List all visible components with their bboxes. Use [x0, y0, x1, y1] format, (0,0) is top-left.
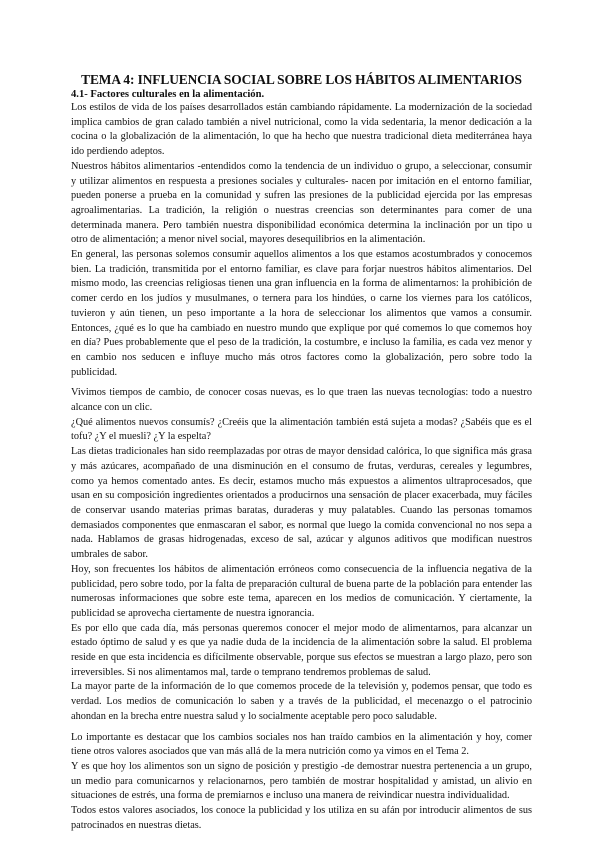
- paragraph-television: La mayor parte de la información de lo que comemos procede de la televisión y, podemos pensar, que todo es verdad. Los medios de comunicación lo saben y a través de la publicidad, el mecenazgo o el patrocinio ahondan en la brecha entre nuestra salud y lo socialmente aceptable pero poco saludable.: [71, 681, 532, 722]
- paragraph-health-incidence: Es por ello que cada día, más personas queremos conocer el mejor modo de alimentarnos, para alcanzar un estado óptimo de salud y es que ya nadie duda de la incidencia de la alimentación sobre la salud. El problema reside en que esta incidencia es difícilmente observable, porque sus efectos se muestran a largo plazo, pero son irreversibles. Si nos alimentamos mal, tarde o temprano tendremos problemas de salud.: [71, 622, 532, 678]
- paragraph-traditional-diets: Las dietas tradicionales han sido reemplazadas por otras de mayor densidad calórica, lo que significa más grasa y más azúcares, acompañado de una disminución en el consumo de frutas, verduras, cereales y legumbres, como ya hemos comentado antes. Es decir, estamos mucho más expuestos a alimentos ultraprocesados, que usan en su composición ingredientes orientados a producirnos una sensación de placer exacerbada, muy fáciles de conservar usando materias primas baratas, duraderas y muy palatables. Cuando las personas tomamos demasiados componentes que enmascaran el sabor, es normal que luego la comida convencional no nos sepa a nada. Hablamos de grasas hidrogenadas, exceso de sal, azúcar y algunos aditivos que modifican nuestros umbrales de sabor.: [71, 446, 532, 561]
- paragraph-associated-values: Todos estos valores asociados, los conoce la publicidad y los utiliza en su afán por introducir alimentos de sus patrocinados en nuestras dietas.: [71, 805, 532, 831]
- paragraph-advertising-influence: Hoy, son frecuentes los hábitos de alimentación erróneos como consecuencia de la influencia negativa de la publicidad, pero sobre todo, por la falta de preparación cultural de buena parte de la población para entender las numerosas informaciones que sobre este tema, aparecen en los medios de comunicación. Y ciertamente, la publicidad se aprovecha ciertamente de nuestra ignorancia.: [71, 563, 532, 619]
- paragraph-tradition-religion: En general, las personas solemos consumir aquellos alimentos a los que estamos acostumbrados y conocemos bien. La tradición, transmitida por el entorno familiar, es clave para forjar nuestros hábitos alimentarios. Del mismo modo, las creencias religiosas tienen una gran influencia en la forma de alimentarnos: la prohibición de comer cerdo en los judíos y musulmanes, o ternera para los hindúes, o carne los viernes para los católicos, tuvieron y aún tienen, un peso importante a la hora de seleccionar los alimentos que vamos a consumir. Entonces, ¿qué es lo que ha cambiado en nuestro mundo que explique por qué comemos lo que comemos hoy en día? Pues probablemente que el peso de la tradición, la costumbre, e incluso la familia, es cada vez menor y en cambio nos seducen e influye mucho más otros factores como la globalización, pero sobre todo la publicidad.: [71, 249, 532, 378]
- paragraph-social-changes: Lo importante es destacar que los cambios sociales nos han traído cambios en la alimentación y hoy, comer tiene otros valores asociados que van más allá de la mera nutrición como ya vimos en el Tema 2.: [71, 731, 532, 758]
- paragraph-questions: ¿Qué alimentos nuevos consumís? ¿Creéis que la alimentación también está sujeta a modas? ¿Sabéis que es el tofu? ¿Y el muesli? ¿Y la espelta?: [71, 416, 532, 443]
- paragraph-food-as-status: Y es que hoy los alimentos son un signo de posición y prestigio -de demostrar nuestra pertenencia a un grupo, un medio para comunicarnos y relacionarnos, pero también de mostrar hospitalidad y amistad, un alivio en situaciones de estrés, una forma de premiarnos e incluso una manera de reivindicar nuestra individualidad.: [71, 760, 532, 802]
- paragraph-eating-habits: Nuestros hábitos alimentarios -entendidos como la tendencia de un individuo o grupo, a seleccionar, consumir y utilizar alimentos en respuesta a presiones sociales y culturales- nacen por imitación en el entorno familiar, pueden ponerse a prueba en la comunidad y sufren las presiones de la publicidad ejercida por las empresas agroalimentarias. La tradición, la religión o nuestras creencias son determinantes para comer de una determinada manera. Pero también nuestra disponibilidad económica determina la inclinación por un tipo u otro de alimentación; a menor nivel social, mayores desequilibrios en la alimentación.: [71, 160, 532, 246]
- paragraph-times-of-change: Vivimos tiempos de cambio, de conocer cosas nuevas, es lo que traen las nuevas tecnologías: todo a nuestro alcance con un clic.: [71, 387, 532, 414]
- section-heading: 4.1- Factores culturales en la alimentación.: [71, 89, 265, 100]
- paragraph-lifestyles: Los estilos de vida de los países desarrollados están cambiando rápidamente. La modernización de la sociedad implica cambios de gran calado también a nivel nutricional, como la vida sedentaria, la menor dedicación a la cocina o la globalización de la alimentación, lo que ha hecho que nuestra tradicional dieta mediterránea haya ido perdiendo adeptos.: [71, 102, 532, 158]
- document-title: TEMA 4: INFLUENCIA SOCIAL SOBRE LOS HÁBITOS ALIMENTARIOS: [81, 72, 522, 87]
- document-page: [71, 71, 532, 833]
